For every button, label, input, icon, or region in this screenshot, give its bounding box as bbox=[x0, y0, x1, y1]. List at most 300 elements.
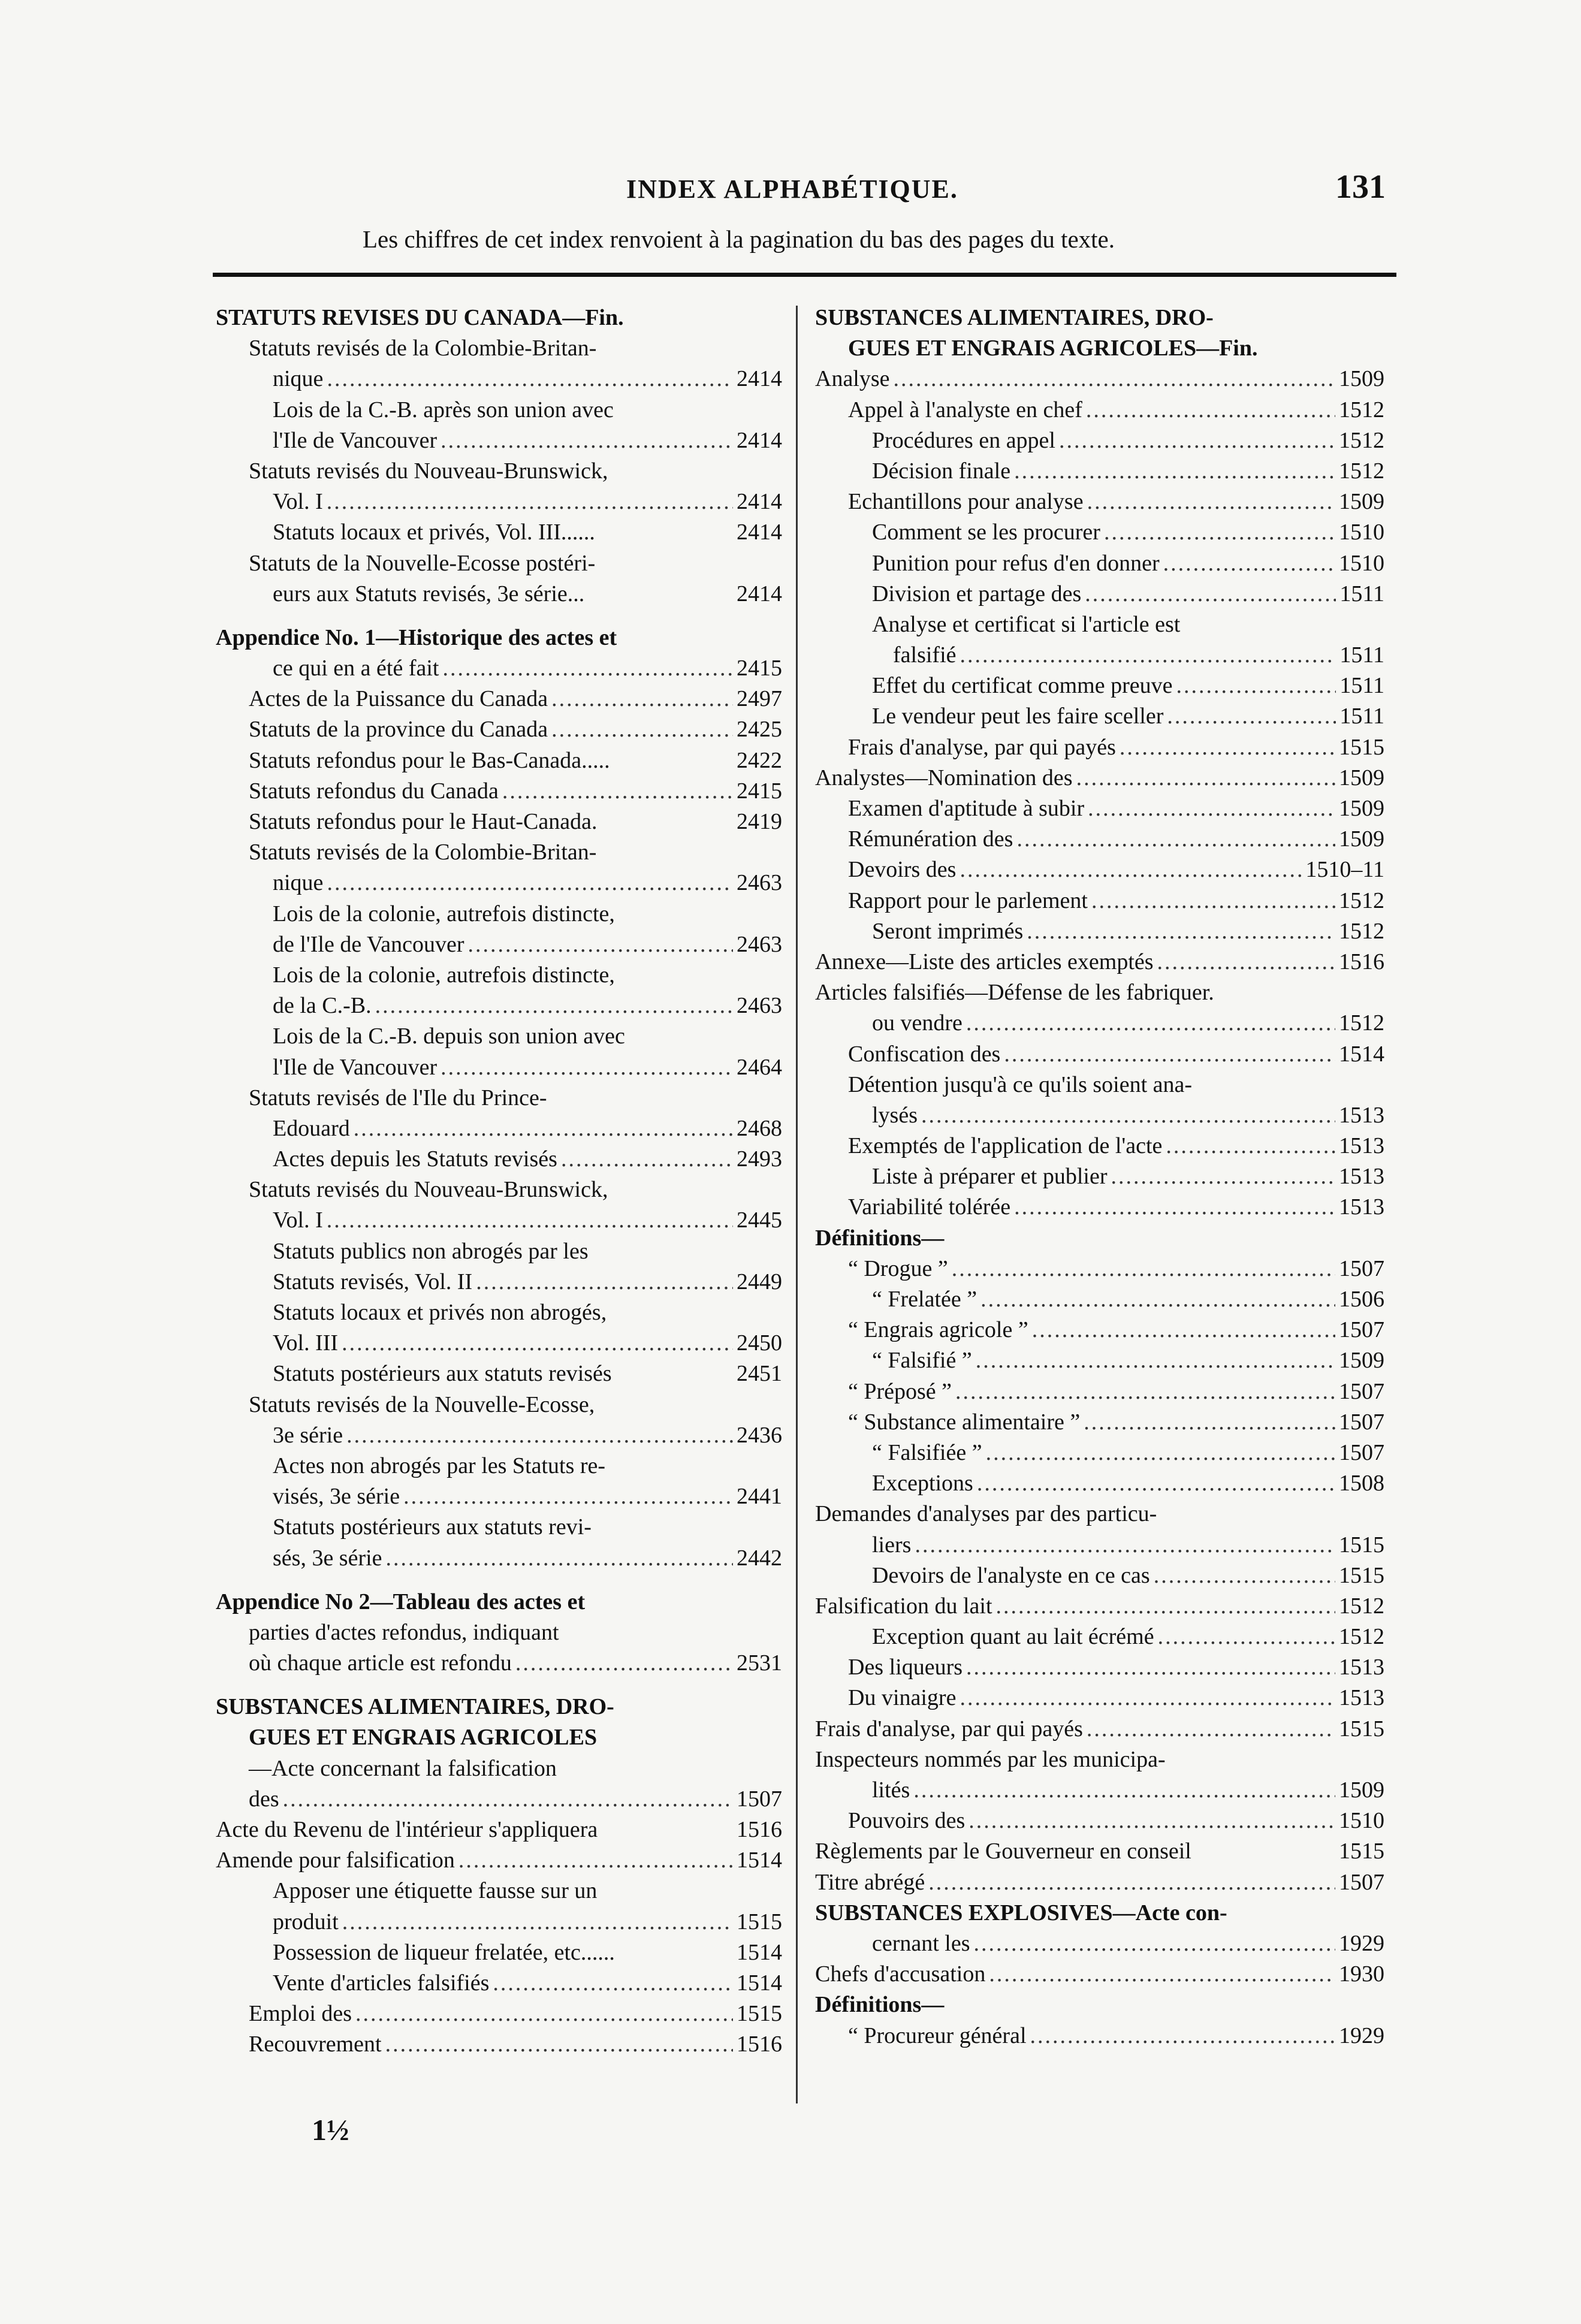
entry-text: “ Engrais agricole ” bbox=[848, 1317, 1028, 1343]
index-entry bbox=[815, 1775, 1384, 1806]
index-entry bbox=[216, 1753, 782, 1784]
index-column-right bbox=[815, 303, 1384, 2051]
dot-leader bbox=[960, 1683, 1335, 1713]
entry-page-number: 1516 bbox=[737, 1817, 782, 1842]
index-entry bbox=[216, 1617, 782, 1648]
entry-page-number: 1929 bbox=[1339, 2023, 1384, 2048]
entry-text: Possession de liqueur frelatée, etc...... bbox=[273, 1939, 615, 1965]
entry-text: eurs aux Statuts revisés, 3e série... bbox=[273, 581, 585, 606]
entry-page-number: 1513 bbox=[1339, 1655, 1384, 1680]
entry-text: Statuts revisés du Nouveau-Brunswick, bbox=[249, 458, 608, 484]
entry-page-number: 1513 bbox=[1339, 1133, 1384, 1159]
entry-text: “ Falsifié ” bbox=[872, 1348, 972, 1374]
dot-leader bbox=[327, 487, 733, 517]
dot-leader bbox=[386, 1543, 733, 1574]
entry-text: Devoirs des bbox=[848, 857, 957, 883]
dot-leader bbox=[1091, 886, 1335, 916]
entry-text: Chefs d'accusation bbox=[815, 1961, 986, 1987]
signature-mark: 1½ bbox=[312, 2113, 349, 2147]
entry-text: Détention jusqu'à ce qu'ils soient ana- bbox=[848, 1072, 1193, 1097]
dot-leader bbox=[561, 1144, 733, 1175]
dot-leader bbox=[515, 1648, 733, 1679]
entry-text: Statuts de la province du Canada bbox=[249, 717, 548, 743]
entry-page-number: 1509 bbox=[1339, 826, 1384, 852]
entry-text: Emploi des bbox=[249, 2001, 352, 2027]
entry-page-number: 1509 bbox=[1339, 1777, 1384, 1803]
index-entry bbox=[815, 855, 1384, 885]
entry-page-number: 1511 bbox=[1339, 581, 1384, 606]
index-entry bbox=[815, 1652, 1384, 1683]
index-entry bbox=[815, 1008, 1384, 1039]
dot-leader bbox=[1087, 487, 1335, 517]
entry-page-number: 1511 bbox=[1339, 704, 1384, 729]
entry-text: visés, 3e série bbox=[273, 1484, 400, 1510]
index-entry bbox=[216, 1876, 782, 1906]
entry-page-number: 1507 bbox=[1339, 1317, 1384, 1343]
entry-page-number: 2463 bbox=[737, 870, 782, 896]
dot-leader bbox=[955, 1377, 1335, 1407]
entry-text: 3e série bbox=[273, 1422, 343, 1448]
index-entry bbox=[216, 1648, 782, 1679]
entry-text: nique bbox=[273, 870, 324, 896]
entry-page-number: 1513 bbox=[1339, 1194, 1384, 1220]
entry-text: Titre abrégé bbox=[815, 1869, 925, 1895]
dot-leader bbox=[921, 1100, 1335, 1131]
index-entry bbox=[815, 977, 1384, 1008]
entry-text: de l'Ile de Vancouver bbox=[273, 931, 464, 957]
entry-text: Vol. I bbox=[273, 1208, 323, 1233]
entry-text: GUES ET ENGRAIS AGRICOLES bbox=[249, 1725, 598, 1750]
index-entry bbox=[815, 1345, 1384, 1376]
entry-text: Statuts refondus pour le Haut-Canada. bbox=[249, 809, 598, 834]
entry-page-number: 2463 bbox=[737, 931, 782, 957]
entry-text: liers bbox=[872, 1532, 912, 1558]
entry-page-number: 1509 bbox=[1339, 489, 1384, 515]
entry-text: Le vendeur peut les faire sceller bbox=[872, 704, 1164, 729]
index-entry bbox=[815, 579, 1384, 609]
index-entry bbox=[815, 364, 1384, 394]
index-entry bbox=[216, 1587, 782, 1617]
entry-text: Procédures en appel bbox=[872, 427, 1055, 453]
index-entry bbox=[815, 1714, 1384, 1744]
dot-leader bbox=[440, 425, 733, 456]
index-entry bbox=[216, 1815, 782, 1845]
entry-text: Définitions— bbox=[815, 1992, 945, 2018]
entry-text: ou vendre bbox=[872, 1010, 963, 1036]
entry-text: Statuts locaux et privés, Vol. III...... bbox=[273, 520, 595, 545]
dot-leader bbox=[989, 1959, 1335, 1990]
dot-leader bbox=[355, 1999, 733, 2029]
entry-text: Confiscation des bbox=[848, 1041, 1001, 1067]
entry-text: “ Frelatée ” bbox=[872, 1287, 977, 1312]
entry-page-number: 1510 bbox=[1339, 520, 1384, 545]
entry-page-number: 2415 bbox=[737, 656, 782, 681]
entry-text: Variabilité tolérée bbox=[848, 1194, 1011, 1220]
entry-text: Définitions— bbox=[815, 1225, 945, 1251]
index-entry bbox=[216, 2029, 782, 2060]
dot-leader bbox=[1084, 1407, 1335, 1438]
entry-page-number: 2415 bbox=[737, 778, 782, 804]
index-entry bbox=[216, 746, 782, 776]
dot-leader bbox=[327, 868, 733, 898]
index-entry bbox=[815, 1070, 1384, 1100]
index-entry bbox=[216, 579, 782, 609]
entry-page-number: 1512 bbox=[1339, 1010, 1384, 1036]
index-subtitle: Les chiffres de cet index renvoient à la pagination du bas des pages du texte. bbox=[363, 225, 1115, 253]
entry-text: Statuts revisés de la Nouvelle-Ecosse, bbox=[249, 1392, 595, 1417]
index-entry bbox=[216, 1907, 782, 1937]
entry-page-number: 2449 bbox=[737, 1269, 782, 1294]
entry-page-number: 1512 bbox=[1339, 397, 1384, 422]
entry-text: cernant les bbox=[872, 1930, 970, 1956]
entry-text: Articles falsifiés—Défense de les fabriquer. bbox=[815, 980, 1214, 1006]
entry-page-number: 2468 bbox=[737, 1115, 782, 1141]
entry-page-number: 1515 bbox=[1339, 1716, 1384, 1742]
dot-leader bbox=[1167, 701, 1336, 732]
index-entry bbox=[815, 1438, 1384, 1468]
dot-leader bbox=[1154, 1561, 1335, 1591]
entry-page-number: 2493 bbox=[737, 1146, 782, 1172]
entry-page-number: 1510 bbox=[1339, 1808, 1384, 1834]
entry-page-number: 2531 bbox=[737, 1650, 782, 1676]
index-entry bbox=[815, 487, 1384, 517]
index-entry bbox=[815, 1468, 1384, 1499]
index-entry bbox=[216, 1175, 782, 1205]
index-entry bbox=[216, 1359, 782, 1389]
entry-page-number: 2414 bbox=[737, 427, 782, 453]
entry-text: où chaque article est refondu bbox=[249, 1650, 512, 1676]
dot-leader bbox=[996, 1591, 1335, 1622]
entry-page-number: 1514 bbox=[737, 1848, 782, 1873]
dot-leader bbox=[1088, 793, 1335, 824]
entry-text: Statuts locaux et privés non abrogés, bbox=[273, 1300, 607, 1325]
entry-text: Règlements par le Gouverneur en conseil bbox=[815, 1839, 1191, 1864]
index-entry bbox=[815, 425, 1384, 456]
entry-text: SUBSTANCES ALIMENTAIRES, DRO- bbox=[815, 305, 1214, 330]
index-entry bbox=[815, 1192, 1384, 1223]
index-entry bbox=[216, 1968, 782, 1999]
dot-leader bbox=[974, 1928, 1335, 1959]
dot-leader bbox=[915, 1530, 1335, 1561]
index-entry bbox=[815, 1407, 1384, 1438]
index-entry bbox=[815, 1530, 1384, 1561]
index-entry bbox=[815, 1499, 1384, 1529]
entry-text: “ Drogue ” bbox=[848, 1255, 948, 1281]
index-entry bbox=[216, 1543, 782, 1574]
entry-page-number: 2436 bbox=[737, 1422, 782, 1448]
dot-leader bbox=[1030, 2021, 1335, 2051]
entry-page-number: 2441 bbox=[737, 1484, 782, 1510]
entry-text: Lois de la C.-B. depuis son union avec bbox=[273, 1024, 625, 1049]
dot-leader bbox=[1076, 763, 1335, 793]
index-entry bbox=[216, 303, 782, 333]
index-entry bbox=[815, 824, 1384, 855]
entry-page-number: 1512 bbox=[1339, 918, 1384, 944]
entry-page-number: 1516 bbox=[1339, 949, 1384, 974]
entry-text: Comment se les procurer bbox=[872, 520, 1100, 545]
index-entry bbox=[216, 960, 782, 991]
dot-leader bbox=[551, 684, 733, 714]
dot-leader bbox=[986, 1438, 1335, 1468]
index-entry bbox=[815, 548, 1384, 579]
dot-leader bbox=[968, 1806, 1335, 1836]
entry-page-number: 1512 bbox=[1339, 1624, 1384, 1650]
entry-text: SUBSTANCES EXPLOSIVES—Acte con- bbox=[815, 1900, 1227, 1925]
index-entry bbox=[815, 1561, 1384, 1591]
entry-text: parties d'actes refondus, indiquant bbox=[249, 1619, 559, 1645]
index-entry bbox=[815, 517, 1384, 548]
entry-text: Rémunération des bbox=[848, 826, 1013, 852]
entry-text: GUES ET ENGRAIS AGRICOLES—Fin. bbox=[848, 336, 1258, 361]
entry-text: Edouard bbox=[273, 1115, 350, 1141]
entry-text: “ Procureur général bbox=[848, 2023, 1027, 2048]
entry-text: nique bbox=[273, 366, 324, 392]
entry-text: SUBSTANCES ALIMENTAIRES, DRO- bbox=[216, 1694, 614, 1720]
index-entry bbox=[815, 1039, 1384, 1070]
dot-leader bbox=[1014, 456, 1335, 487]
entry-page-number: 2464 bbox=[737, 1054, 782, 1080]
entry-page-number: 1513 bbox=[1339, 1685, 1384, 1711]
index-entry bbox=[815, 1990, 1384, 2020]
index-entry bbox=[216, 899, 782, 929]
index-entry bbox=[815, 793, 1384, 824]
entry-text: “ Substance alimentaire ” bbox=[848, 1409, 1081, 1435]
index-entry bbox=[216, 623, 782, 653]
dot-leader bbox=[1111, 1161, 1335, 1192]
entry-text: Actes depuis les Statuts revisés bbox=[273, 1146, 557, 1172]
index-entry bbox=[815, 1315, 1384, 1345]
entry-page-number: 2419 bbox=[737, 809, 782, 834]
dot-leader bbox=[966, 1008, 1335, 1039]
index-entry bbox=[216, 1144, 782, 1175]
entry-text: Statuts de la Nouvelle-Ecosse postéri- bbox=[249, 550, 596, 576]
index-entry bbox=[216, 1722, 782, 1753]
entry-page-number: 1507 bbox=[1339, 1409, 1384, 1435]
entry-page-number: 1507 bbox=[1339, 1378, 1384, 1404]
dot-leader bbox=[403, 1481, 733, 1512]
dot-leader bbox=[1120, 732, 1335, 763]
index-entry bbox=[815, 2021, 1384, 2051]
entry-text: Vente d'articles falsifiés bbox=[273, 1970, 490, 1996]
entry-text: Lois de la colonie, autrefois distincte, bbox=[273, 901, 615, 926]
dot-leader bbox=[375, 991, 733, 1021]
dot-leader bbox=[1157, 947, 1335, 977]
index-entry bbox=[815, 1898, 1384, 1928]
dot-leader bbox=[1086, 395, 1335, 425]
index-entry bbox=[216, 456, 782, 487]
dot-leader bbox=[913, 1775, 1335, 1806]
dot-leader bbox=[1014, 1192, 1335, 1223]
dot-leader bbox=[928, 1867, 1335, 1898]
entry-page-number: 1512 bbox=[1339, 888, 1384, 913]
dot-leader bbox=[1032, 1315, 1335, 1345]
entry-page-number: 1515 bbox=[1339, 1532, 1384, 1558]
entry-page-number: 1509 bbox=[1339, 366, 1384, 392]
entry-text: Statuts refondus pour le Bas-Canada..... bbox=[249, 747, 610, 773]
entry-text: falsifié bbox=[893, 642, 957, 668]
entry-page-number: 1507 bbox=[1339, 1439, 1384, 1465]
index-entry bbox=[216, 333, 782, 364]
entry-text: Demandes d'analyses par des particu- bbox=[815, 1501, 1157, 1527]
index-entry bbox=[216, 714, 782, 745]
entry-text: ce qui en a été fait bbox=[273, 656, 439, 681]
dot-leader bbox=[1166, 1131, 1335, 1161]
dot-leader bbox=[442, 653, 733, 684]
dot-leader bbox=[1004, 1039, 1335, 1070]
dot-leader bbox=[1059, 425, 1335, 456]
index-entry bbox=[216, 1328, 782, 1359]
index-entry bbox=[216, 1692, 782, 1722]
entry-text: Rapport pour le parlement bbox=[848, 888, 1088, 913]
entry-text: Analyse et certificat si l'article est bbox=[872, 611, 1181, 637]
entry-page-number: 2414 bbox=[737, 366, 782, 392]
entry-text: Acte du Revenu de l'intérieur s'appliquera bbox=[216, 1817, 598, 1842]
index-entry bbox=[815, 1284, 1384, 1315]
index-entry bbox=[216, 1267, 782, 1297]
index-entry bbox=[815, 1867, 1384, 1898]
dot-leader bbox=[1085, 579, 1336, 609]
dot-leader bbox=[458, 1845, 733, 1876]
entry-text: Apposer une étiquette fausse sur un bbox=[273, 1878, 598, 1904]
index-entry bbox=[216, 1021, 782, 1052]
entry-page-number: 1511 bbox=[1339, 642, 1384, 668]
entry-page-number: 1930 bbox=[1339, 1961, 1384, 1987]
dot-leader bbox=[1176, 671, 1336, 701]
running-title: INDEX ALPHABÉTIQUE. bbox=[626, 174, 958, 204]
index-entry bbox=[815, 1959, 1384, 1990]
index-entry bbox=[815, 640, 1384, 671]
index-entry bbox=[216, 1481, 782, 1512]
entry-page-number: 2442 bbox=[737, 1545, 782, 1571]
entry-text: “ Falsifiée ” bbox=[872, 1439, 982, 1465]
dot-leader bbox=[1104, 517, 1335, 548]
column-divider bbox=[796, 306, 798, 2103]
index-entry bbox=[815, 916, 1384, 947]
entry-text: Statuts revisés, Vol. II bbox=[273, 1269, 473, 1294]
index-entry bbox=[216, 548, 782, 579]
entry-text: Décision finale bbox=[872, 458, 1011, 484]
entry-text: Seront imprimés bbox=[872, 918, 1024, 944]
entry-text: Annexe—Liste des articles exemptés bbox=[815, 949, 1154, 974]
entry-page-number: 1513 bbox=[1339, 1164, 1384, 1190]
entry-page-number: 1514 bbox=[737, 1970, 782, 1996]
entry-page-number: 2451 bbox=[737, 1361, 782, 1387]
page-number: 131 bbox=[1335, 168, 1386, 206]
entry-text: Liste à préparer et publier bbox=[872, 1164, 1108, 1190]
entry-page-number: 1509 bbox=[1339, 796, 1384, 821]
entry-text: Statuts revisés de la Colombie-Britan- bbox=[249, 336, 597, 361]
index-entry bbox=[216, 1999, 782, 2029]
index-entry bbox=[216, 425, 782, 456]
entry-page-number: 1509 bbox=[1339, 765, 1384, 790]
entry-text: Inspecteurs nommés par les municipa- bbox=[815, 1746, 1166, 1772]
dot-leader bbox=[894, 364, 1335, 394]
entry-page-number: 1512 bbox=[1339, 1593, 1384, 1619]
dot-leader bbox=[976, 1345, 1335, 1376]
entry-page-number: 2425 bbox=[737, 717, 782, 743]
entry-text: Statuts postérieurs aux statuts revisés bbox=[273, 1361, 612, 1387]
header-rule bbox=[213, 273, 1396, 277]
entry-text: lités bbox=[872, 1777, 910, 1803]
entry-text: Lois de la colonie, autrefois distincte, bbox=[273, 962, 615, 988]
index-entry bbox=[216, 364, 782, 394]
index-entry bbox=[815, 456, 1384, 487]
dot-leader bbox=[960, 855, 1302, 885]
entry-text: Actes de la Puissance du Canada bbox=[249, 686, 548, 712]
entry-page-number: 2414 bbox=[737, 581, 782, 606]
index-entry bbox=[216, 1297, 782, 1328]
index-entry bbox=[815, 1377, 1384, 1407]
entry-text: Vol. I bbox=[273, 489, 323, 515]
entry-page-number: 1513 bbox=[1339, 1102, 1384, 1128]
entry-page-number: 1514 bbox=[1339, 1041, 1384, 1067]
dot-leader bbox=[468, 929, 733, 960]
entry-page-number: 1508 bbox=[1339, 1471, 1384, 1496]
dot-leader bbox=[980, 1284, 1335, 1315]
entry-text: des bbox=[249, 1786, 279, 1812]
entry-text: Effet du certificat comme preuve bbox=[872, 673, 1173, 699]
index-entry bbox=[815, 1928, 1384, 1959]
dot-leader bbox=[502, 776, 733, 807]
index-entry bbox=[216, 1845, 782, 1876]
entry-page-number: 1514 bbox=[737, 1939, 782, 1965]
entry-text: Devoirs de l'analyste en ce cas bbox=[872, 1562, 1150, 1588]
entry-text: Recouvrement bbox=[249, 2032, 382, 2057]
entry-text: de la C.-B. bbox=[273, 993, 372, 1019]
entry-page-number: 2445 bbox=[737, 1208, 782, 1233]
index-entry bbox=[815, 303, 1384, 333]
dot-leader bbox=[440, 1052, 733, 1083]
index-entry bbox=[815, 609, 1384, 640]
entry-text: l'Ile de Vancouver bbox=[273, 1054, 438, 1080]
index-entry bbox=[815, 1591, 1384, 1622]
entry-text: Actes non abrogés par les Statuts re- bbox=[273, 1453, 606, 1478]
index-entry bbox=[216, 1052, 782, 1083]
index-entry bbox=[216, 1236, 782, 1267]
index-entry bbox=[216, 1113, 782, 1144]
index-entry bbox=[815, 1100, 1384, 1131]
dot-leader bbox=[346, 1420, 733, 1451]
index-entry bbox=[815, 886, 1384, 916]
dot-leader bbox=[960, 640, 1336, 671]
index-entry bbox=[216, 1390, 782, 1420]
index-entry bbox=[216, 653, 782, 684]
index-entry bbox=[216, 1420, 782, 1451]
entry-page-number: 2450 bbox=[737, 1330, 782, 1356]
dot-leader bbox=[1158, 1622, 1335, 1652]
entry-text: Des liqueurs bbox=[848, 1655, 963, 1680]
dot-leader bbox=[342, 1328, 733, 1359]
dot-leader bbox=[952, 1254, 1335, 1284]
index-entry bbox=[216, 1451, 782, 1481]
entry-page-number: 1515 bbox=[1339, 1839, 1384, 1864]
index-entry bbox=[216, 1937, 782, 1968]
dot-leader bbox=[493, 1968, 733, 1999]
dot-leader bbox=[1087, 1714, 1335, 1744]
dot-leader bbox=[551, 714, 733, 745]
entry-text: lysés bbox=[872, 1102, 918, 1128]
index-entry bbox=[815, 1131, 1384, 1161]
dot-leader bbox=[327, 364, 733, 394]
dot-leader bbox=[966, 1652, 1335, 1683]
index-entry bbox=[216, 395, 782, 425]
index-entry bbox=[216, 837, 782, 868]
entry-text: Division et partage des bbox=[872, 581, 1082, 606]
index-entry bbox=[216, 1205, 782, 1236]
entry-page-number: 1512 bbox=[1339, 458, 1384, 484]
entry-text: Appendice No. 1—Historique des actes et bbox=[216, 624, 617, 650]
entry-text: Frais d'analyse, par qui payés bbox=[815, 1716, 1083, 1742]
